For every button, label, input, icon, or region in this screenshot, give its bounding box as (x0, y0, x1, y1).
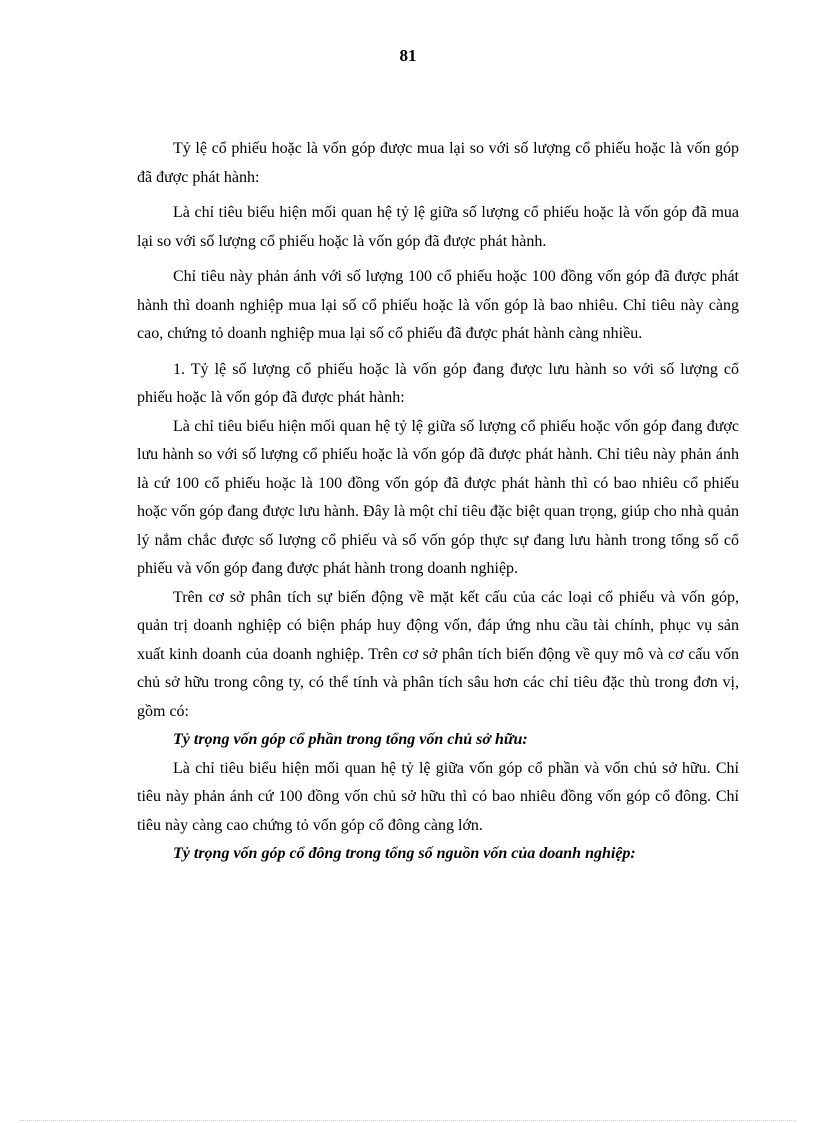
page-bottom-border (20, 1120, 796, 1121)
document-body (137, 135, 739, 869)
heading-share-capital-in-total-sources: Tỷ trọng vốn góp cổ đông trong tổng số nguồn vốn của doanh nghiệp: (173, 845, 636, 862)
page-number: 81 (399, 46, 417, 65)
paragraph-share-buyback-definition: Là chỉ tiêu biểu hiện mối quan hệ tỷ lệ giữa số lượng cổ phiếu hoặc là vốn góp đã mua lại so với số lượng cổ phiếu hoặc là vốn góp đã được phát hành. (137, 204, 739, 250)
paragraph-outstanding-ratio-definition: Là chỉ tiêu biểu hiện mối quan hệ tỷ lệ giữa số lượng cổ phiếu hoặc vốn góp đang được lưu hành so với số lượng cổ phiếu hoặc là vốn góp đã được phát hành. Chỉ tiêu này phản ánh là cứ 100 cổ phiếu hoặc là 100 đồng vốn góp đã được phát hành thì có bao nhiêu cổ phiếu hoặc vốn góp đang được lưu hành. Đây là một chỉ tiêu đặc biệt quan trọng, giúp cho nhà quản lý nắm chắc được số lượng cổ phiếu và số vốn góp thực sự đang lưu hành trong tổng số cổ phiếu và vốn góp đang được phát hành trong doanh nghiệp. (137, 417, 739, 577)
paragraph-share-buyback-ratio-title: Tỷ lệ cổ phiếu hoặc là vốn góp được mua lại so với số lượng cổ phiếu hoặc là vốn góp đã được phát hành: (137, 140, 739, 186)
paragraph-share-buyback-meaning: Chỉ tiêu này phản ánh với số lượng 100 cổ phiếu hoặc 100 đồng vốn góp đã được phát hành thì doanh nghiệp mua lại số cổ phiếu hoặc là vốn góp là bao nhiêu. Chỉ tiêu này càng cao, chứng tỏ doanh nghiệp mua lại số cổ phiếu đã được phát hành càng nhiều. (137, 268, 739, 342)
paragraph-capital-structure-analysis: Trên cơ sở phân tích sự biến động về mặt kết cấu của các loại cổ phiếu và vốn góp, quản trị doanh nghiệp có biện pháp huy động vốn, đáp ứng nhu cầu tài chính, phục vụ sản xuất kinh doanh của doanh nghiệp. Trên cơ sở phân tích biến động về quy mô và cơ cấu vốn chủ sở hữu trong công ty, có thể tính và phân tích sâu hơn các chỉ tiêu đặc thù trong đơn vị, gồm có: (137, 588, 739, 720)
paragraph-outstanding-ratio-title: 1. Tỷ lệ số lượng cổ phiếu hoặc là vốn góp đang được lưu hành so với số lượng cổ phiếu hoặc là vốn góp đã được phát hành: (137, 360, 739, 406)
heading-share-capital-in-equity: Tỷ trọng vốn góp cổ phần trong tổng vốn chủ sở hữu: (173, 731, 528, 748)
paragraph-share-capital-in-equity: Là chỉ tiêu biểu hiện mối quan hệ tỷ lệ giữa vốn góp cổ phần và vốn chủ sở hữu. Chỉ tiêu này phản ánh cứ 100 đồng vốn chủ sở hữu thì có bao nhiêu đồng vốn góp cổ đông. Chỉ tiêu này càng cao chứng tỏ vốn góp cổ đông càng lớn. (137, 759, 739, 834)
